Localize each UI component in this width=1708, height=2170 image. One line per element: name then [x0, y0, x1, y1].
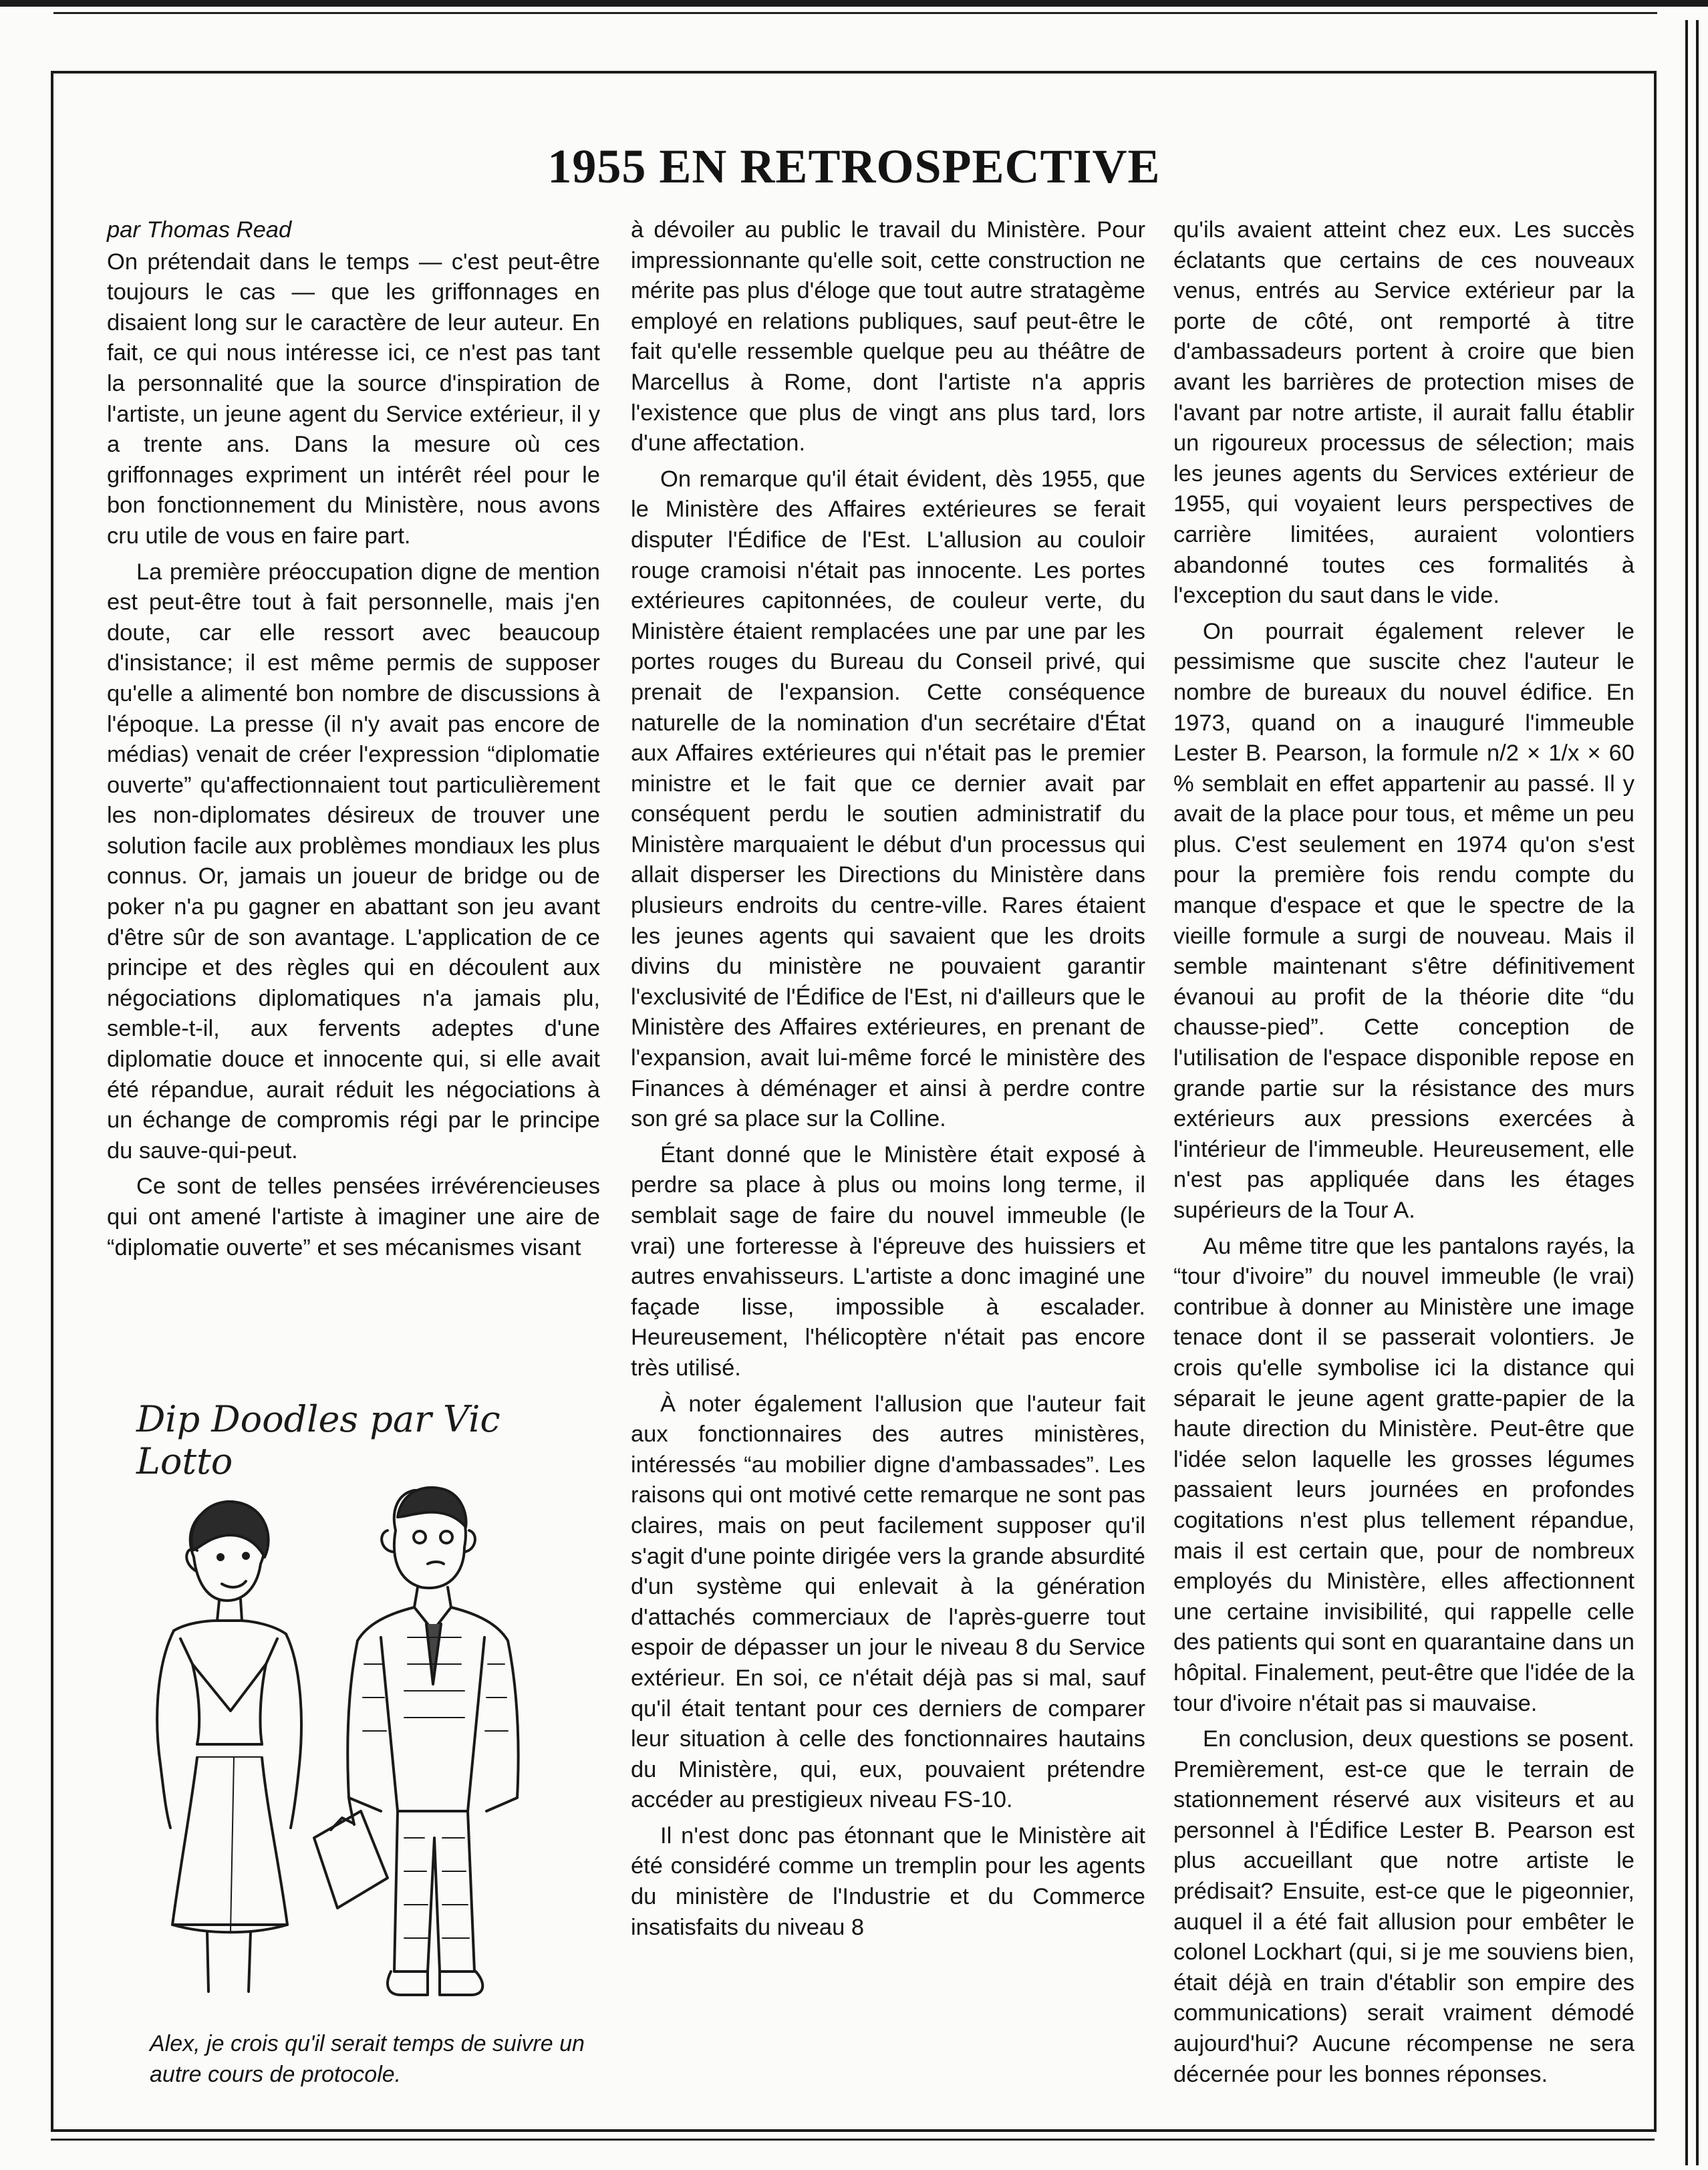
paragraph: On pourrait également relever le pessimisme que suscite chez l'auteur le nombre de bureaux du nouvel édifice. En 1973, quand on a inauguré l'immeuble Lester B. Pearson, la formule n/2 × 1/x × 60 % semblait en effet appartenir au passé. Il y avait de la place pour tous, et même un peu plus. C'est seulement en 1974 qu'on s'est pour la première fois rendu compte du manque d'espace et que le spectre de la vieille formule a surgi de nouveau. Mais il semble maintenant s'être définitivement évanoui au profit de la théorie dite “du chausse-pied”. Cette conception de l'utilisation de l'espace disponible repose en grande partie sur la résistance des murs extérieurs aux pressions exercées à l'intérieur de l'immeuble. Heureusement, elle n'est pas appliquée dans les étages supérieurs de la Tour A. — [1173, 618, 1634, 1223]
top-rule — [53, 12, 1657, 14]
top-border — [0, 0, 1708, 7]
page-edge — [1685, 20, 1699, 2165]
paragraph: La première préoccupation digne de mention est peut-être tout à fait personnelle, mais j'en doute, car elle ressort avec beaucoup d'insistance; il est même permis de supposer qu'elle a alimenté bon nombre de discussions à l'époque. La presse (il n'y avait pas encore de médias) venait de créer l'expression “diplomatie ouverte” qu'affectionnaient tout particulièrement les non-diplomates désireux de trouver une solution facile aux problèmes mondiaux les plus connus. Or, jamais un joueur de bridge ou de poker n'a pu gagner en abattant son jeu avant d'être sûr de son avantage. L'application de ce principe et des règles qui en découlent aux négociations diplomatiques n'a jamais plu, semble-t-il, aux fervents adeptes d'une diplomatie douce et innocente qui, si elle avait été répandue, aurait réduit les négociations à un échange de compromis régi par le principe du sauve-qui-peut. — [107, 559, 600, 1164]
paragraph: À noter également l'allusion que l'auteur fait aux fonctionnaires des autres ministères, intéressés “au mobilier digne d'ambassades”. Les raisons qui ont motivé cette remarque ne sont pas claires, mais on peut facilement supposer qu'il s'agit d'une pointe dirigée vers la grande absurdité d'un système qui enlevait à la génération d'attachés commerciaux de l'après-guerre tout espoir de dépasser un jour le niveau 8 du Service extérieur. En soi, ce n'était déjà pas si mal, sauf qu'il était tentant pour ces derniers de comparer leur situation à celle des fonctionnaires hautains du Ministère, qui, eux, pouvaient prétendre accéder au prestigieux niveau FS-10. — [631, 1391, 1145, 1813]
paragraph: Étant donné que le Ministère était exposé à perdre sa place à plus ou moins long terme, il semblait sage de faire du nouvel immeuble (le vrai) une forteresse à l'épreuve des huissiers et autres envahisseurs. L'artiste a donc imaginé une façade lisse, impossible à escalader. Heureusement, l'hélicoptère n'était pas encore très utilisé. — [631, 1141, 1145, 1381]
byline: par Thomas Read — [107, 217, 292, 243]
column-1 — [107, 215, 600, 1268]
article-title: 1955 EN RETROSPECTIVE — [547, 140, 1161, 194]
cartoon-caption: Alex, je crois qu'il serait temps de suivre un autre cours de protocole. — [150, 2031, 585, 2087]
paragraph: qu'ils avaient atteint chez eux. Les succès éclatants que certains de ces nouveaux venus, entrés au Service extérieur par la porte de côté, ont remporté à titre d'ambassadeurs portent à croire que bien avant les barrières de protection mises de l'avant par notre artiste, il aurait fallu établir un rigoureux processus de sélection; mais les jeunes agents du Services extérieur de 1955, qui voyaient leurs perspectives de carrière limitées, auraient volontiers abandonné toutes ces formalités à l'exception du saut dans le vide. — [1173, 217, 1634, 609]
column-2 — [631, 215, 1145, 1948]
paragraph: Il n'est donc pas étonnant que le Ministère ait été considéré comme un tremplin pour les agents du ministère de l'Industrie et du Commerce insatisfaits du niveau 8 — [631, 1822, 1145, 1940]
paragraph: On remarque qu'il était évident, dès 1955, que le Ministère des Affaires extérieures se ferait disputer l'Édifice de l'Est. L'allusion au couloir rouge cramoisi n'était pas innocente. Les portes extérieures capitonnées, de couleur verte, du Ministère étaient remplacées une par une par les portes rouges du Bureau du Conseil privé, qui prenait de l'expansion. Cette conséquence naturelle de la nomination d'un secrétaire d'État aux Affaires extérieures qui n'était pas le premier ministre et le fait que ce dernier avait par conséquent perdu le soutien administratif du Ministère marquaient le début d'un processus qui allait disperser les Directions du Ministère dans plusieurs endroits du centre-ville. Rares étaient les jeunes agents qui savaient que les droits divins du ministère ne pouvaient garantir l'exclusivité de l'Édifice de l'Est, ni d'ailleurs que le Ministère des Affaires extérieures, en prenant de l'expansion, avait lui-même forcé le ministère des Finances à déménager et ainsi à perdre contre son gré sa place sur la Colline. — [631, 466, 1145, 1132]
paragraph: Ce sont de telles pensées irrévérencieuses qui ont amené l'artiste à imaginer une aire de “diplomatie ouverte” et ses mécanismes visant — [107, 1174, 600, 1260]
man-figure — [314, 1488, 519, 1995]
paragraph — [107, 215, 600, 552]
paragraph-text: On prétendait dans le temps — c'est peut-être toujours le cas — que les griffonnages en disaient long sur le caractère de leur auteur. En fait, ce qui nous intéresse ici, ce n'est pas tant la personnalité que la source d'inspiration de l'artiste, un jeune agent du Service extérieur, il y a trente ans. Dans la mesure où ces griffonnages expriment un intérêt réel pour le bon fonctionnement du Ministère, nous avons cru utile de vous en faire part. — [107, 249, 600, 549]
bottom-rule — [51, 2139, 1655, 2141]
paragraph: Au même titre que les pantalons rayés, la “tour d'ivoire” du nouvel immeuble (le vrai) contribue à donner au Ministère une image tenace dont il se passerait volontiers. Je crois qu'elle symbolise ici la distance qui séparait le jeune agent gratte-papier de la haute direction du Ministère. Peut-être que l'idée selon laquelle les grosses légumes passaient leurs journées en profondes cogitations n'est plus tellement répandue, mais il est certain que, pour de nombreux employés du Ministère, elles affectionnent une certaine invisibilité, qui rappelle celle des patients qui sont en quarantaine dans un hôpital. Finalement, peut-être que l'idée de la tour d'ivoire n'était pas si mauvaise. — [1173, 1233, 1634, 1716]
cartoon-signature: Dip Doodles par Vic Lotto — [136, 1398, 501, 1482]
woman-figure — [157, 1502, 301, 1992]
paragraph: En conclusion, deux questions se posent. Premièrement, est-ce que le terrain de stationnement réservé aux visiteurs et au personnel à l'Édifice Lester B. Pearson est plus accueillant que notre artiste le prédisait? Ensuite, est-ce que le pigeonnier, auquel il a été fait allusion pour embêter le colonel Lockhart (qui, si je me souviens bien, était déjà en train d'établir son empire des communications) serait vraiment démodé aujourd'hui? Aucune récompense ne sera décernée pour les bonnes réponses. — [1173, 1726, 1634, 2087]
paragraph: à dévoiler au public le travail du Ministère. Pour impressionnante qu'elle soit, cette construction ne mérite pas plus d'éloge que tout autre stratagème employé en relations publiques, sauf peut-être le fait qu'elle ressemble quelque peu au théâtre de Marcellus à Rome, dont l'artiste n'a appris l'existence que plus de vingt ans plus tard, lors d'une affectation. — [631, 217, 1145, 456]
cartoon-illustration — [134, 1464, 615, 2032]
column-3 — [1173, 215, 1634, 2095]
